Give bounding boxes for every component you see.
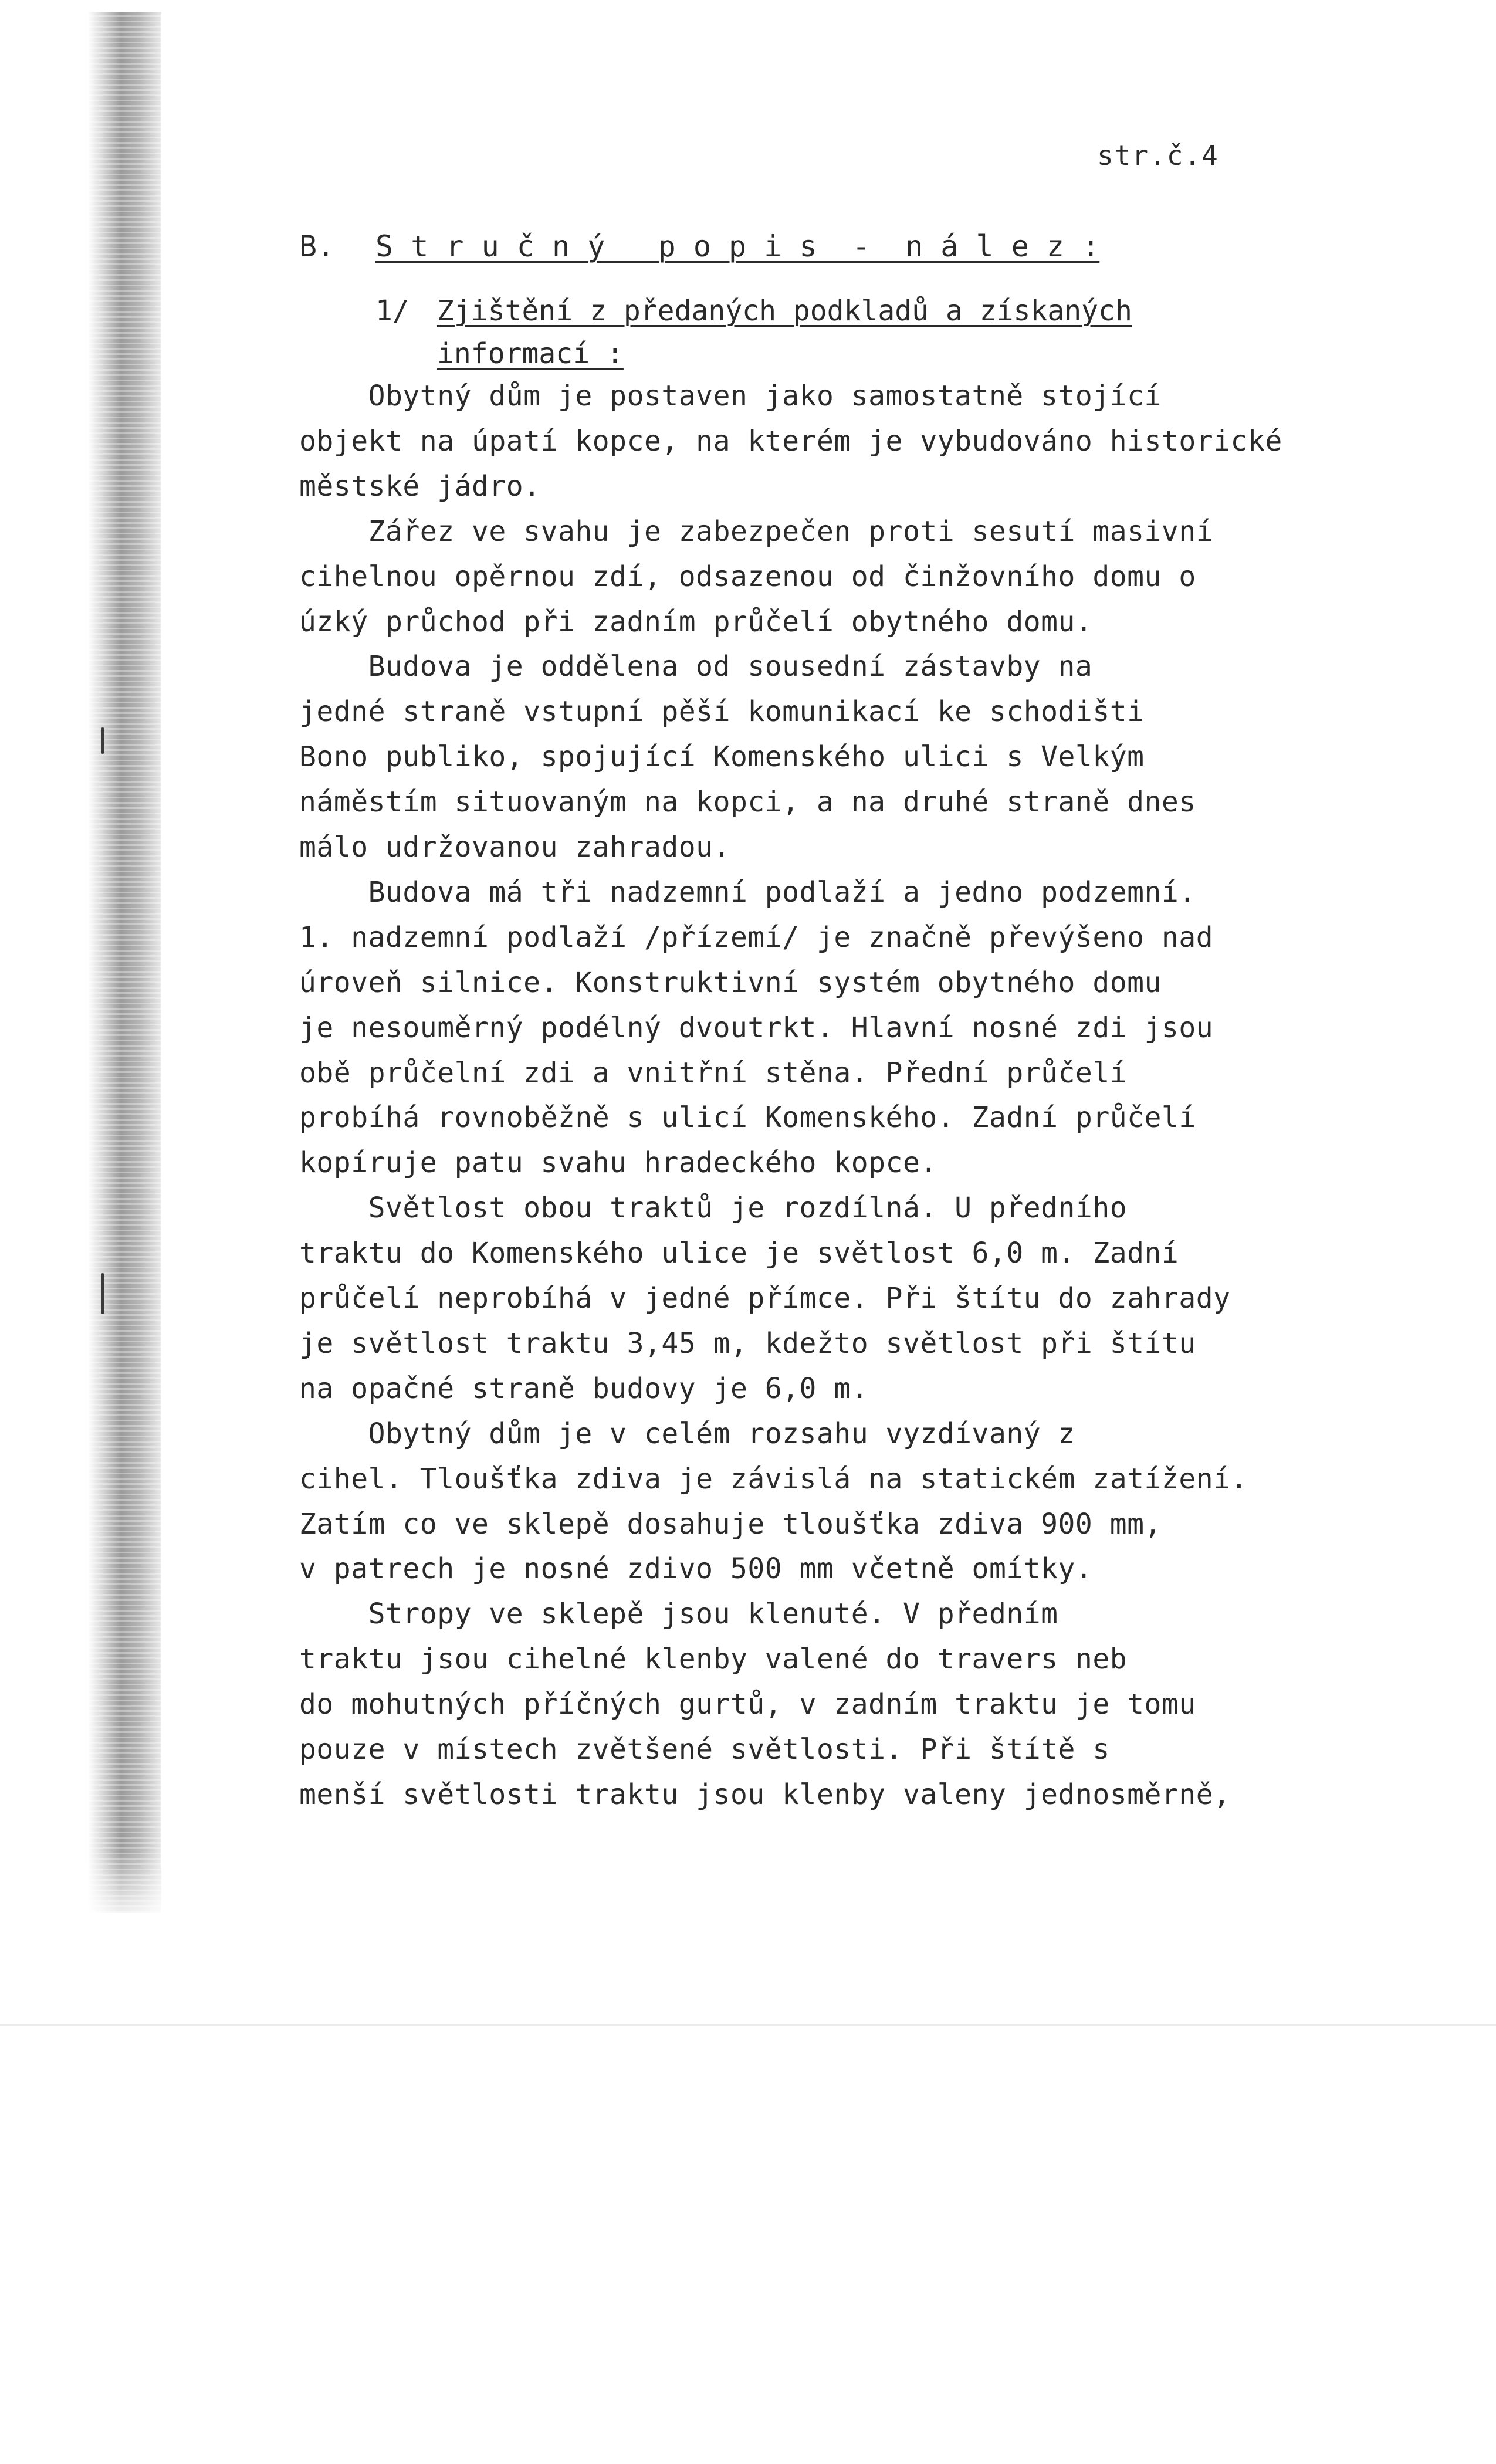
subsection-heading-line-1: Zjištění z předaných podkladů a získaných	[437, 295, 1132, 327]
binding-hole-mark	[101, 1273, 104, 1314]
page-number: str.č.4	[1097, 140, 1219, 171]
body-line: Budova je oddělena od sousední zástavby na	[299, 650, 1093, 683]
body-line: v patrech je nosné zdivo 500 mm včetně omítky.	[299, 1552, 1093, 1586]
body-line: úzký průchod při zadním průčelí obytného domu.	[299, 605, 1093, 638]
body-line: Zatím co ve sklepě dosahuje tloušťka zdiva 900 mm,	[299, 1507, 1162, 1541]
body-line: úroveň silnice. Konstruktivní systém obytného domu	[299, 966, 1162, 999]
body-line: málo udržovanou zahradou.	[299, 831, 730, 864]
body-line: obě průčelní zdi a vnitřní stěna. Přední průčelí	[299, 1056, 1128, 1089]
body-line: menší světlosti traktu jsou klenby valeny jednosměrně,	[299, 1778, 1231, 1811]
subsection-number: 1/	[375, 295, 409, 327]
body-line: Zářez ve svahu je zabezpečen proti sesutí masivní	[299, 515, 1214, 548]
body-line: jedné straně vstupní pěší komunikací ke schodišti	[299, 695, 1145, 729]
body-line: cihel. Tloušťka zdiva je závislá na statickém zatížení.	[299, 1462, 1248, 1495]
scan-bottom-edge	[0, 2024, 1496, 2026]
body-line: Bono publiko, spojující Komenského ulici s Velkým	[299, 740, 1145, 774]
section-letter: B.	[299, 229, 335, 263]
body-line: je nesouměrný podélný dvoutrkt. Hlavní nosné zdi jsou	[299, 1011, 1214, 1044]
body-line: traktu jsou cihelné klenby valené do travers neb	[299, 1643, 1128, 1676]
body-line: pouze v místech zvětšené světlosti. Při štítě s	[299, 1733, 1110, 1766]
binding-hole-mark	[101, 727, 104, 754]
body-line: na opačné straně budovy je 6,0 m.	[299, 1372, 869, 1405]
body-line: Stropy ve sklepě jsou klenuté. V předním	[299, 1597, 1058, 1631]
scan-shadow-fade	[76, 1848, 176, 1924]
body-line: Světlost obou traktů je rozdílná. U předního	[299, 1192, 1128, 1225]
body-line: Obytný dům je v celém rozsahu vyzdívaný z	[299, 1417, 1075, 1450]
section-title: S t r u č n ý p o p i s - n á l e z :	[375, 229, 1100, 263]
scan-shadow-strip	[88, 12, 161, 1913]
body-line: probíhá rovnoběžně s ulicí Komenského. Zadní průčelí	[299, 1101, 1196, 1135]
body-line: městské jádro.	[299, 469, 541, 503]
body-line: do mohutných příčných gurtů, v zadním traktu je tomu	[299, 1688, 1196, 1721]
body-line: traktu do Komenského ulice je světlost 6,0 m. Zadní	[299, 1237, 1179, 1270]
body-line: Budova má tři nadzemní podlaží a jedno podzemní.	[299, 875, 1196, 909]
body-line: cihelnou opěrnou zdí, odsazenou od činžovního domu o	[299, 560, 1196, 593]
body-line: průčelí neprobíhá v jedné přímce. Při štítu do zahrady	[299, 1282, 1231, 1315]
body-line: kopíruje patu svahu hradeckého kopce.	[299, 1146, 937, 1180]
body-line: náměstím situovaným na kopci, a na druhé straně dnes	[299, 786, 1196, 819]
body-line: objekt na úpatí kopce, na kterém je vybudováno historické	[299, 424, 1282, 458]
section-heading	[299, 229, 1099, 264]
body-line: je světlost traktu 3,45 m, kdežto světlost při štítu	[299, 1326, 1196, 1360]
body-line: 1. nadzemní podlaží /přízemí/ je značně převýšeno nad	[299, 920, 1214, 954]
subsection-heading-line-2: informací :	[437, 337, 624, 370]
body-line: Obytný dům je postaven jako samostatně stojící	[299, 380, 1162, 412]
